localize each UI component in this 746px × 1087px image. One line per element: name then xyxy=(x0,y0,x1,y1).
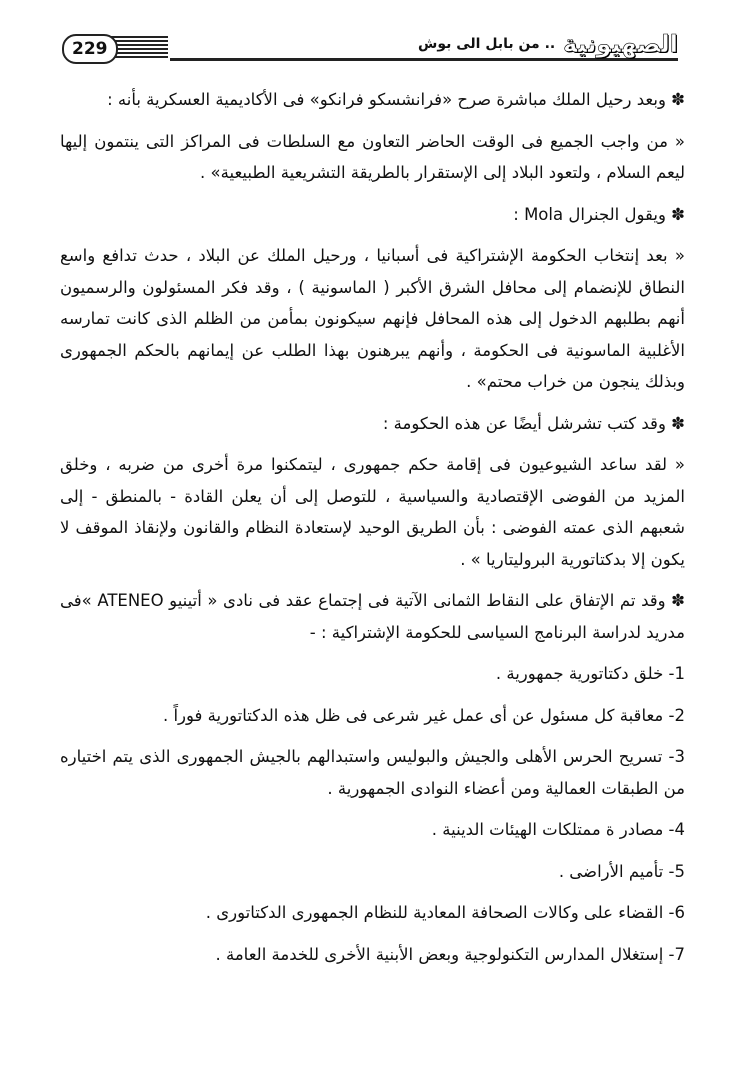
header-rule xyxy=(170,58,678,61)
paragraph-text: « لقد ساعد الشيوعيون فى إقامة حكم جمهورى ، ليتمكنوا مرة أخرى من ضربه ، وخلق المزيد من الفوضى الإقتصادية والسياسية ، للتوصل إلى أن يعلن القادة - بالمنطق - إلى شعبهم الذى عمته الفوضى : بأن الطريق الوحيد لإستعادة النظام والقانون ولإنقاذ الموقف لا يكون إلا بدكتاتورية البروليتاريا » . xyxy=(60,455,685,569)
page-number-badge xyxy=(58,34,170,60)
page-header xyxy=(58,30,678,76)
paragraph xyxy=(60,408,685,440)
list-item-number: 4- xyxy=(668,820,685,839)
list-item-text: تأميم الأراضى . xyxy=(558,861,664,881)
asterisk-icon: ✽ xyxy=(671,591,685,610)
asterisk-icon: ✽ xyxy=(671,204,685,224)
list-item-number: 6- xyxy=(668,903,685,922)
list-item-number: 3- xyxy=(668,747,685,766)
asterisk-icon: ✽ xyxy=(671,413,685,433)
list-item xyxy=(60,658,685,690)
list-item-text: تسريح الحرس الأهلى والجيش والبوليس واستبدالهم بالجيش الجمهورى الذى يتم اختياره من الطبقات العمالية ومن أعضاء النوادى الجمهورية . xyxy=(60,747,685,798)
list-item-number: 5- xyxy=(668,861,685,881)
numbered-list xyxy=(60,658,685,970)
list-item xyxy=(60,741,685,804)
list-item-number: 7- xyxy=(668,944,685,964)
paragraph-text: « من واجب الجميع فى الوقت الحاضر التعاون مع السلطات فى المراكز التى ينتمون إليها ليعم السلام ، ولتعود البلاد إلى الإستقرار بالطريقة التشريعية الطبيعية» . xyxy=(60,131,685,182)
header-subtitle: .. من بابل الى بوش xyxy=(418,36,556,52)
paragraph-text: وبعد رحيل الملك مباشرة صرح «فرانشسكو فرانكو» فى الأكاديمية العسكرية بأنه : xyxy=(107,90,666,109)
paragraph xyxy=(60,199,685,231)
list-item-text: معاقبة كل مسئول عن أى عمل غير شرعى فى ظل هذه الدكتاتورية فوراً . xyxy=(162,705,664,725)
list-item xyxy=(60,897,685,929)
list-item xyxy=(60,939,685,971)
asterisk-icon: ✽ xyxy=(671,90,685,109)
list-item-number: 1- xyxy=(668,664,685,683)
list-item-text: القضاء على وكالات الصحافة المعادية للنظام الجمهورى الدكتاتورى . xyxy=(205,903,664,922)
paragraph-text: وقد كتب تشرشل أيضًا عن هذه الحكومة : xyxy=(382,413,666,433)
paragraph-text: ويقول الجنرال Mola : xyxy=(513,204,666,224)
paragraph xyxy=(60,585,685,648)
paragraph-text: وقد تم الإتفاق على النقاط الثمانى الآتية فى إجتماع عقد فى نادى « أتينيو ATENEO »فى مدريد لدراسة البرنامج السياسى للحكومة الإشتراكية : - xyxy=(60,591,685,642)
page-number: 229 xyxy=(62,34,118,64)
quote-paragraph xyxy=(60,126,685,189)
paragraph xyxy=(60,84,685,116)
paragraph-text: « بعد إنتخاب الحكومة الإشتراكية فى أسبانيا ، ورحيل الملك عن البلاد ، حدث تدافع واسع النطاق للإنضمام إلى محافل الشرق الأكبر ( الماسونية ) ، وقد فكر المسئولون والرسميون أنهم بطلبهم الدخول إلى هذه المحافل فإنهم سيكونون بمأمن من الظلم الذى كانت تمارسه الأغلبية الماسونية فى الحكومة ، وأنهم يبرهنون بهذا الطلب عن إيمانهم بالحكم الجمهورى وبذلك ينجون من خراب محتم» . xyxy=(60,246,685,391)
header-title: الصهيونية xyxy=(557,30,678,58)
list-item xyxy=(60,814,685,846)
list-item xyxy=(60,700,685,732)
list-item-text: مصادر ة ممتلكات الهيئات الدينية . xyxy=(431,820,664,839)
list-item-text: خلق دكتاتورية جمهورية . xyxy=(495,664,664,683)
list-item-text: إستغلال المدارس التكنولوجية وبعض الأبنية الأخرى للخدمة العامة . xyxy=(215,944,664,964)
list-item xyxy=(60,856,685,888)
list-item-number: 2- xyxy=(668,705,685,725)
page-body xyxy=(60,84,685,980)
quote-paragraph xyxy=(60,240,685,398)
quote-paragraph xyxy=(60,449,685,575)
